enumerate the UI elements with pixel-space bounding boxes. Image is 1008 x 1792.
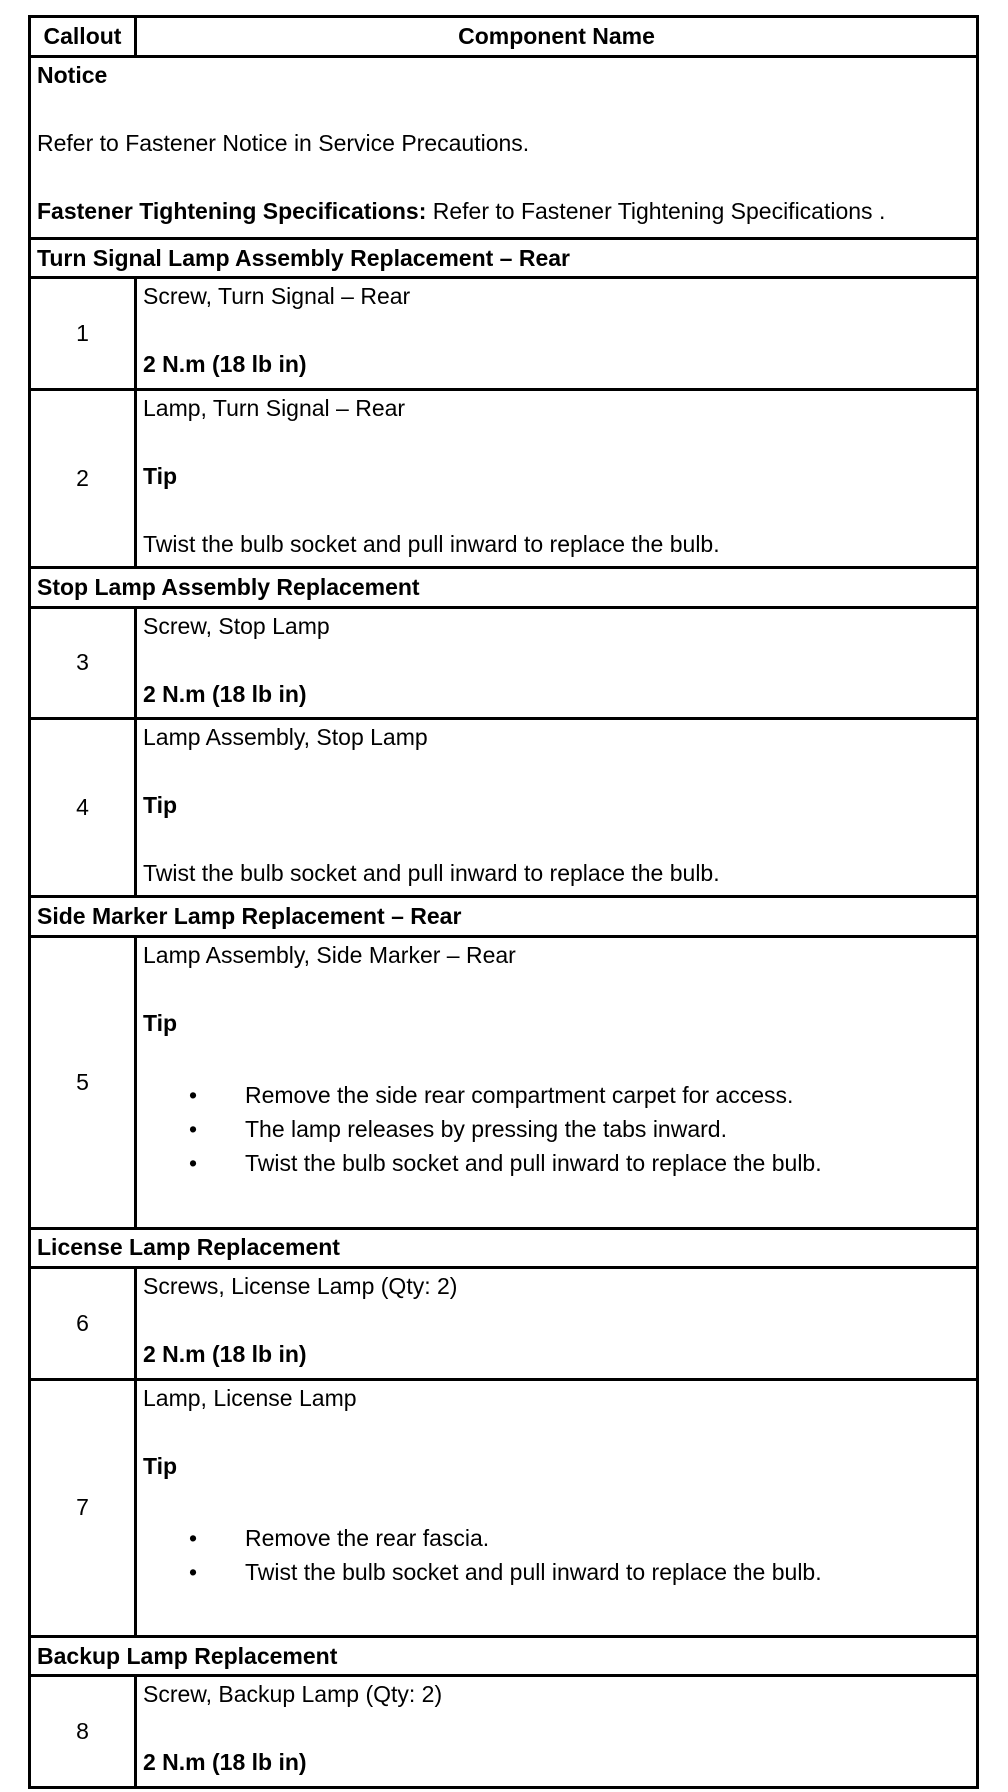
callout-number: 7 bbox=[30, 1379, 136, 1636]
component-cell bbox=[136, 278, 978, 389]
component-cell bbox=[136, 607, 978, 718]
section-backup-lamp: Backup Lamp Replacement bbox=[30, 1636, 978, 1676]
table-row bbox=[30, 936, 978, 1228]
component-cell bbox=[136, 1268, 978, 1379]
fastener-spec-label: Fastener Tightening Specifications: bbox=[37, 197, 427, 224]
component-table bbox=[28, 15, 979, 1789]
list-item: • Twist the bulb socket and pull inward to replace the bulb. bbox=[189, 1146, 970, 1180]
section-turn-signal: Turn Signal Lamp Assembly Replacement – Rear bbox=[30, 238, 978, 278]
list-item: • The lamp releases by pressing the tabs inward. bbox=[189, 1112, 970, 1146]
section-row bbox=[30, 1636, 978, 1676]
section-row bbox=[30, 568, 978, 608]
component-name: Screws, License Lamp (Qty: 2) bbox=[143, 1273, 458, 1300]
torque-spec: 2 N.m (18 lb in) bbox=[143, 1749, 307, 1776]
table-row bbox=[30, 1379, 978, 1636]
header-row bbox=[30, 17, 978, 57]
tip-bullet-list bbox=[143, 1078, 970, 1180]
tip-label: Tip bbox=[143, 1452, 178, 1479]
callout-number: 8 bbox=[30, 1676, 136, 1788]
component-name: Screw, Stop Lamp bbox=[143, 612, 330, 639]
table-row bbox=[30, 1676, 978, 1788]
callout-header: Callout bbox=[30, 17, 136, 57]
component-cell bbox=[136, 1379, 978, 1636]
component-name: Lamp Assembly, Side Marker – Rear bbox=[143, 941, 516, 968]
component-name: Lamp, Turn Signal – Rear bbox=[143, 394, 406, 421]
section-row bbox=[30, 1228, 978, 1268]
notice-text: Refer to Fastener Notice in Service Precautions. bbox=[37, 129, 530, 156]
callout-number: 6 bbox=[30, 1268, 136, 1379]
tip-label: Tip bbox=[143, 462, 178, 489]
table-row bbox=[30, 389, 978, 567]
table-row bbox=[30, 719, 978, 897]
torque-spec: 2 N.m (18 lb in) bbox=[143, 680, 307, 707]
component-name: Screw, Turn Signal – Rear bbox=[143, 283, 411, 310]
bullet-icon: • bbox=[189, 1558, 198, 1585]
tip-bullet-list bbox=[143, 1521, 970, 1589]
bullet-icon: • bbox=[189, 1115, 198, 1142]
table-row bbox=[30, 607, 978, 718]
component-name: Lamp Assembly, Stop Lamp bbox=[143, 724, 428, 751]
callout-number: 4 bbox=[30, 719, 136, 897]
section-side-marker: Side Marker Lamp Replacement – Rear bbox=[30, 897, 978, 937]
component-name-header: Component Name bbox=[136, 17, 978, 57]
tip-label: Tip bbox=[143, 1009, 178, 1036]
fastener-spec bbox=[37, 194, 970, 228]
list-item: • Twist the bulb socket and pull inward to replace the bulb. bbox=[189, 1555, 970, 1589]
bullet-icon: • bbox=[189, 1149, 198, 1176]
callout-number: 5 bbox=[30, 936, 136, 1228]
callout-number: 1 bbox=[30, 278, 136, 389]
list-item: • Remove the rear fascia. bbox=[189, 1521, 970, 1555]
component-cell bbox=[136, 936, 978, 1228]
list-item: • Remove the side rear compartment carpet for access. bbox=[189, 1078, 970, 1112]
tip-label: Tip bbox=[143, 792, 178, 819]
torque-spec: 2 N.m (18 lb in) bbox=[143, 351, 307, 378]
notice-cell bbox=[30, 56, 978, 238]
section-row bbox=[30, 238, 978, 278]
table-row bbox=[30, 1268, 978, 1379]
bullet-icon: • bbox=[189, 1524, 198, 1551]
tip-text: Twist the bulb socket and pull inward to replace the bulb. bbox=[143, 530, 720, 557]
component-cell bbox=[136, 389, 978, 567]
component-name: Screw, Backup Lamp (Qty: 2) bbox=[143, 1681, 443, 1708]
torque-spec: 2 N.m (18 lb in) bbox=[143, 1341, 307, 1368]
notice-row bbox=[30, 56, 978, 238]
component-cell bbox=[136, 1676, 978, 1788]
tip-text: Twist the bulb socket and pull inward to replace the bulb. bbox=[143, 860, 720, 887]
table-row bbox=[30, 278, 978, 389]
bullet-icon: • bbox=[189, 1081, 198, 1108]
callout-number: 3 bbox=[30, 607, 136, 718]
section-license-lamp: License Lamp Replacement bbox=[30, 1228, 978, 1268]
section-row bbox=[30, 897, 978, 937]
fastener-spec-text: Refer to Fastener Tightening Specifications . bbox=[426, 197, 886, 224]
section-stop-lamp: Stop Lamp Assembly Replacement bbox=[30, 568, 978, 608]
component-cell bbox=[136, 719, 978, 897]
component-name: Lamp, License Lamp bbox=[143, 1384, 357, 1411]
notice-title: Notice bbox=[37, 61, 108, 88]
callout-number: 2 bbox=[30, 389, 136, 567]
